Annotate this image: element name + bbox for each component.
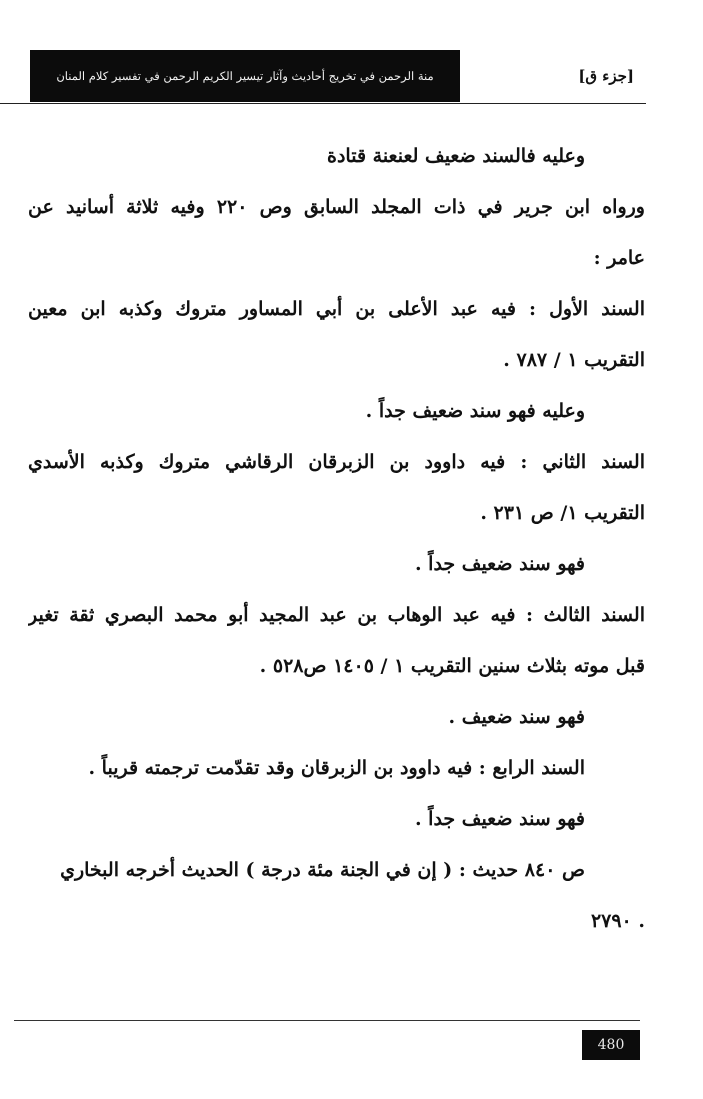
footer-divider xyxy=(14,1020,640,1021)
body-line: . ٢٧٩٠ xyxy=(590,910,645,932)
body-line: فهو سند ضعيف . xyxy=(448,706,585,728)
running-title: منة الرحمن في تخريج أحاديث وآثار تيسير الكريم الرحمن في تفسير كلام المنان xyxy=(30,50,460,102)
body-line: قبل موته بثلاث سنين التقريب ١ / ١٤٠٥ ص٥٢٨ . xyxy=(259,655,645,677)
body-line: ورواه ابن جرير في ذات المجلد السابق وص ٢٢٠ وفيه ثلاثة أسانيد عن xyxy=(28,196,645,218)
body-line: عامر : xyxy=(593,247,645,269)
running-header xyxy=(30,50,646,102)
page-body xyxy=(28,140,645,956)
body-line: وعليه فالسند ضعيف لعنعنة قتادة xyxy=(327,145,585,167)
body-line: فهو سند ضعيف جداً . xyxy=(414,553,585,575)
body-line: التقريب ١ / ٧٨٧ . xyxy=(503,349,645,371)
body-line: التقريب ١/ ص ٢٣١ . xyxy=(480,502,645,524)
page-number: 480 xyxy=(582,1030,640,1060)
body-line: السند الثاني : فيه داوود بن الزبرقان الرقاشي متروك وكذبه الأسدي xyxy=(28,451,645,473)
body-line: السند الأول : فيه عبد الأعلى بن أبي المساور متروك وكذبه ابن معين xyxy=(28,298,645,320)
body-line: السند الثالث : فيه عبد الوهاب بن عبد المجيد أبو محمد البصري ثقة تغير xyxy=(28,604,645,626)
part-label: [جزء ق] xyxy=(578,67,634,85)
body-line: وعليه فهو سند ضعيف جداً . xyxy=(365,400,585,422)
body-line: ص ٨٤٠ حديث : ( إن في الجنة مئة درجة ) الحديث أخرجه البخاري xyxy=(60,859,585,881)
header-divider xyxy=(0,103,646,104)
body-line: السند الرابع : فيه داوود بن الزبرقان وقد تقدّمت ترجمته قريباً . xyxy=(88,757,585,779)
body-line: فهو سند ضعيف جداً . xyxy=(414,808,585,830)
